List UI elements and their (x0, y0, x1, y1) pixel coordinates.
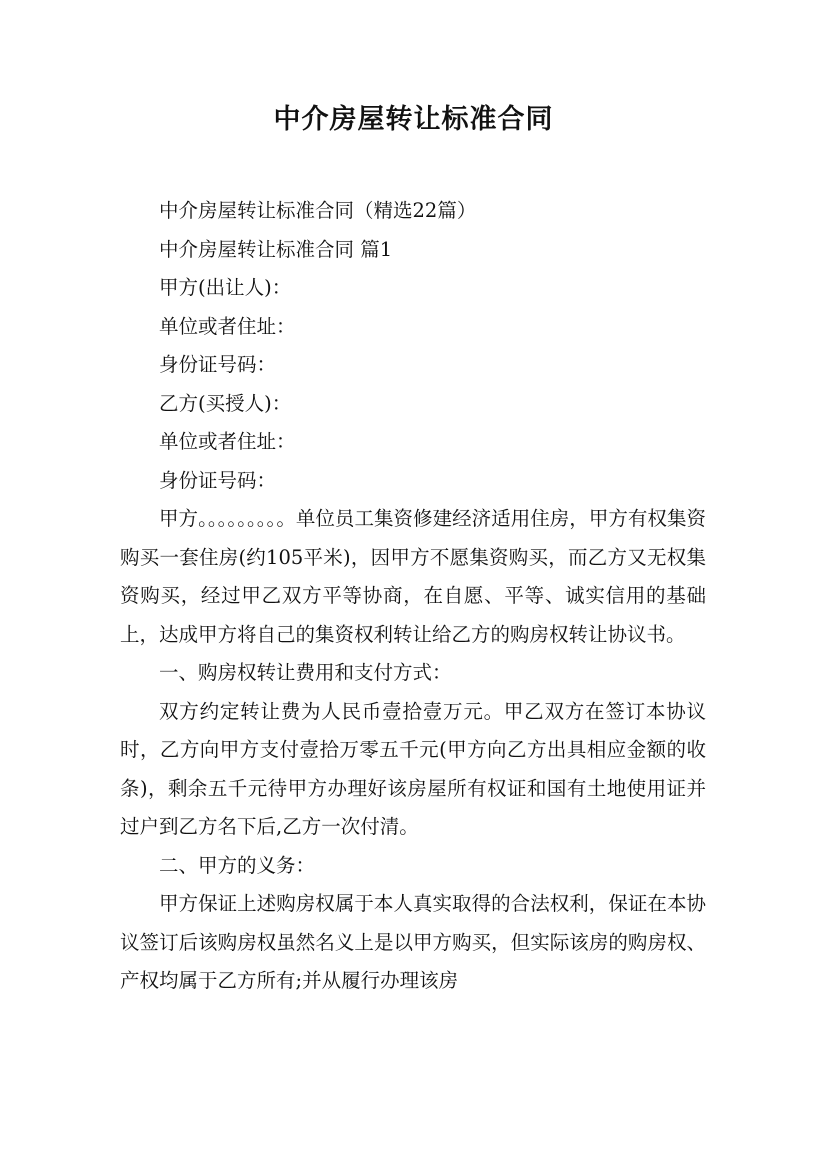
clause-2-paragraph: 甲方保证上述购房权属于本人真实取得的合法权利，保证在本协议签订后该购房权虽然名义上是以甲方购买，但实际该房的购房权、产权均属于乙方所有;并从履行办理该房 (120, 892, 706, 992)
clause-2-heading: 二、甲方的义务： (159, 853, 316, 877)
party-a-address-label: 单位或者住址： (159, 314, 296, 338)
party-b-id-label: 身份证号码： (159, 468, 277, 492)
party-b-label: 乙方(买授人)： (159, 391, 292, 415)
section-heading: 中介房屋转让标准合同 篇1 (159, 237, 393, 261)
clause-1-heading: 一、购房权转让费用和支付方式： (159, 661, 452, 684)
preamble-paragraph: 甲方。。。。。。。。。单位员工集资修建经济适用住房，甲方有权集资购买一套住房(约105平米)，因甲方不愿集资购买，而乙方又无权集资购买，经过甲乙双方平等协商，在自愿、平等、诚实信用的基础上，达成甲方将自己的集资权利转让给乙方的购房权转让协议书。 (120, 507, 706, 646)
subtitle-paragraph: 中介房屋转让标准合同（精选22篇） (159, 199, 477, 222)
clause-1-paragraph: 双方约定转让费为人民币壹拾壹万元。甲乙双方在签订本协议时，乙方向甲方支付壹拾万零五千元(甲方向乙方出具相应金额的收条)，剩余五千元待甲方办理好该房屋所有权证和国有土地使用证并过户到乙方名下后,乙方一次付清。 (120, 699, 706, 838)
document-title: 中介房屋转让标准合同 (273, 104, 554, 135)
party-a-id-label: 身份证号码： (159, 353, 277, 376)
document-body (120, 192, 706, 1001)
party-b-address-label: 单位或者住址： (159, 430, 296, 453)
party-a-label: 甲方(出让人)： (159, 276, 292, 299)
